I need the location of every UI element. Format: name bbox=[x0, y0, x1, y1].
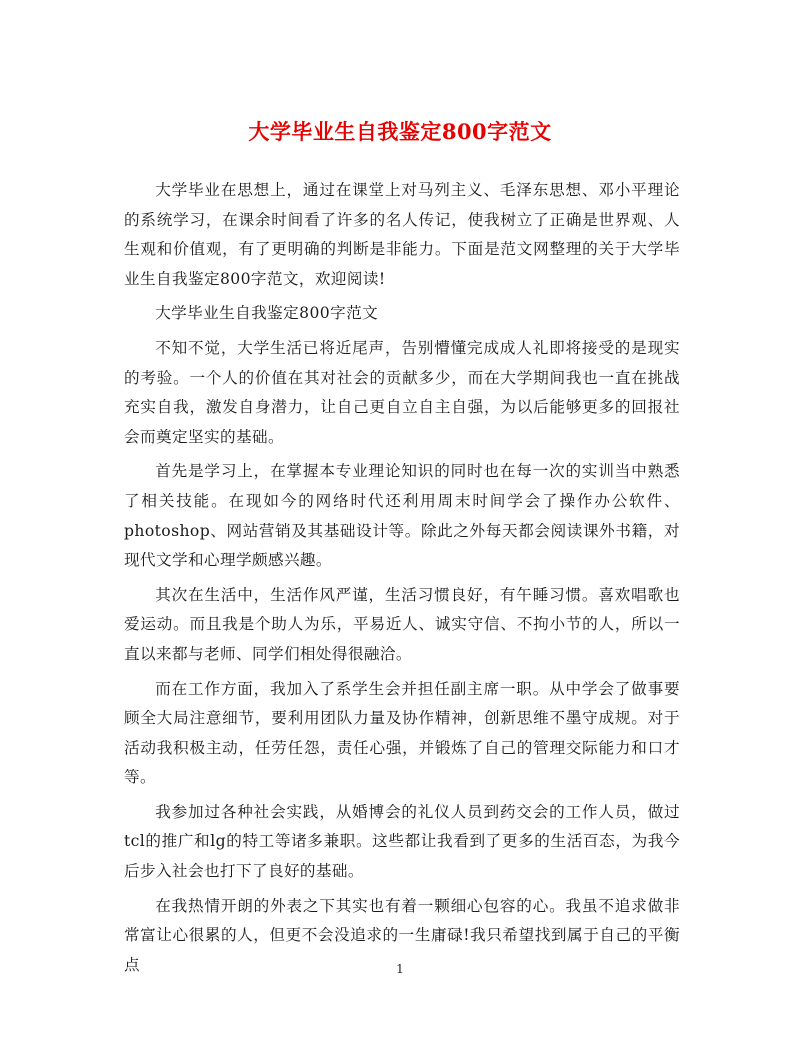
document-body bbox=[124, 176, 680, 980]
paragraph-6: 在我热情开朗的外表之下其实也有着一颗细心包容的心。我虽不追求做非常富让心很累的人，但更不会没追求的一生庸碌!我只希望找到属于自己的平衡点 bbox=[124, 896, 680, 974]
paragraph-3: 其次在生活中，生活作风严谨，生活习惯良好，有午睡习惯。喜欢唱歌也爱运动。而且我是个助人为乐，平易近人、诚实守信、不拘小节的人，所以一直以来都与老师、同学们相处得很融洽。 bbox=[124, 585, 680, 663]
paragraph-1: 不知不觉，大学生活已将近尾声，告别懵懂完成成人礼即将接受的是现实的考验。一个人的价值在其对社会的贡献多少，而在大学期间我也一直在挑战充实自我，激发自身潜力，让自己更自立自主自强，为以后能够更多的回报社会而奠定坚实的基础。 bbox=[124, 338, 680, 446]
paragraph-2: 首先是学习上，在掌握本专业理论知识的同时也在每一次的实训当中熟悉了相关技能。在现如今的网络时代还利用周末时间学会了操作办公软件、photoshop、网站营销及其基础设计等。除此之外每天都会阅读课外书籍，对现代文学和心理学颇感兴趣。 bbox=[124, 462, 680, 570]
paragraph-subheading: 大学毕业生自我鉴定800字范文 bbox=[155, 304, 379, 323]
paragraph-5: 我参加过各种社会实践，从婚博会的礼仪人员到药交会的工作人员，做过tcl的推广和lg的特工等诸多兼职。这些都让我看到了更多的生活百态，为我今后步入社会也打下了良好的基础。 bbox=[124, 802, 680, 881]
document-title: 大学毕业生自我鉴定800字范文 bbox=[248, 119, 552, 144]
paragraph-4: 而在工作方面，我加入了系学生会并担任副主席一职。从中学会了做事要顾全大局注意细节，要利用团队力量及协作精神，创新思维不墨守成规。对于活动我积极主动，任劳任怨，责任心强，并锻炼了自己的管理交际能力和口才等。 bbox=[124, 679, 680, 787]
paragraph-intro: 大学毕业在思想上，通过在课堂上对马列主义、毛泽东思想、邓小平理论的系统学习，在课余时间看了许多的名人传记，使我树立了正确是世界观、人生观和价值观，有了更明确的判断是非能力。下面是范文网整理的关于大学毕业生自我鉴定800字范文，欢迎阅读! bbox=[124, 181, 680, 288]
page-number: 1 bbox=[396, 962, 404, 976]
